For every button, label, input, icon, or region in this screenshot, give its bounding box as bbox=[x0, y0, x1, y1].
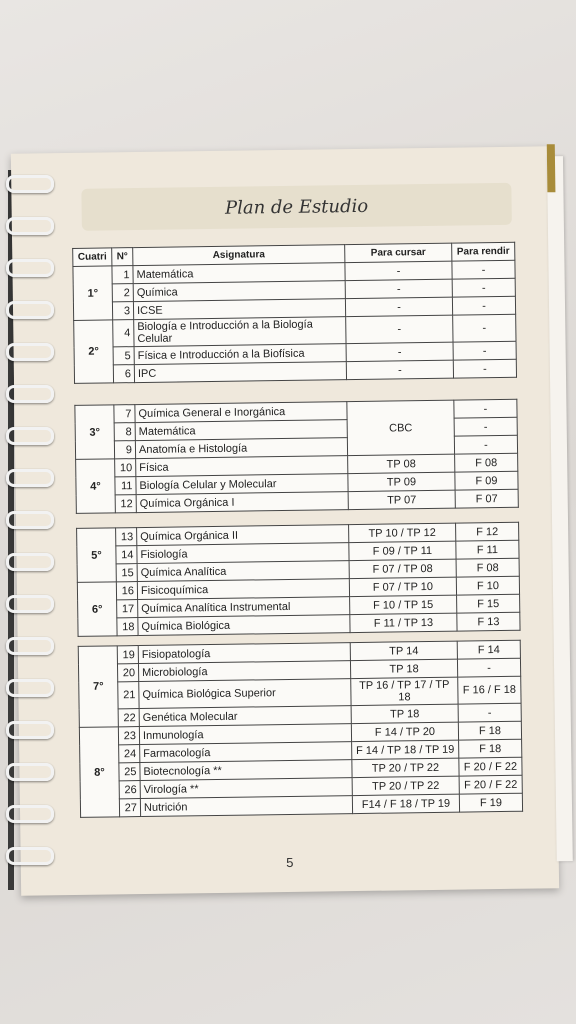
number-cell: 1 bbox=[112, 266, 133, 284]
cursar-cell: TP 18 bbox=[351, 704, 458, 723]
rendir-cell: - bbox=[458, 703, 521, 722]
number-cell: 26 bbox=[119, 781, 140, 799]
number-cell: 19 bbox=[117, 646, 138, 664]
cursar-cell: TP 18 bbox=[350, 659, 457, 678]
spiral-coil bbox=[6, 847, 54, 865]
cursar-cell: - bbox=[345, 297, 452, 316]
subject-cell: Virología ** bbox=[140, 778, 352, 799]
subject-cell: Inmunología bbox=[139, 724, 351, 745]
subject-cell: Física bbox=[136, 456, 348, 477]
spiral-coil bbox=[6, 469, 54, 487]
rendir-cell: F 13 bbox=[457, 612, 520, 631]
number-cell: 27 bbox=[119, 799, 140, 817]
cursar-cell: TP 16 / TP 17 / TP 18 bbox=[351, 677, 458, 705]
cursar-cell: F 10 / TP 15 bbox=[350, 595, 457, 614]
cursar-cell: - bbox=[345, 261, 452, 280]
cursar-cell: TP 10 / TP 12 bbox=[349, 523, 456, 542]
rendir-cell: F 20 / F 22 bbox=[459, 775, 522, 794]
subject-cell: Anatomía e Histología bbox=[135, 438, 347, 459]
rendir-cell: - bbox=[454, 435, 517, 454]
cursar-cell: - bbox=[346, 315, 453, 343]
subject-cell: Química Biológica Superior bbox=[139, 679, 351, 709]
rendir-cell: F 12 bbox=[456, 522, 519, 541]
subject-cell: Química Analítica bbox=[137, 561, 349, 582]
cursar-cell: TP 14 bbox=[350, 641, 457, 660]
rendir-cell: - bbox=[453, 341, 516, 360]
number-cell: 20 bbox=[117, 664, 138, 682]
rendir-cell: - bbox=[452, 260, 515, 279]
subject-cell: Biología e Introducción a la Biología Celular bbox=[134, 317, 346, 347]
rendir-cell: - bbox=[454, 399, 517, 418]
study-plan-table-block-2 bbox=[74, 399, 518, 514]
rendir-cell: - bbox=[452, 278, 515, 297]
spiral-coil bbox=[6, 343, 54, 361]
number-cell: 9 bbox=[114, 441, 135, 459]
rendir-cell: F 16 / F 18 bbox=[458, 676, 521, 704]
cuatri-cell: 8° bbox=[79, 727, 119, 818]
rendir-cell: F 19 bbox=[459, 793, 522, 812]
study-plan-table-block-3 bbox=[76, 522, 520, 637]
cuatri-cell: 2° bbox=[74, 320, 114, 384]
notebook-page bbox=[11, 146, 559, 895]
spiral-coil bbox=[6, 511, 54, 529]
number-cell: 6 bbox=[113, 365, 134, 383]
cursar-cell: F 14 / TP 20 bbox=[351, 722, 458, 741]
spiral-binding bbox=[0, 175, 50, 895]
rendir-cell: F 20 / F 22 bbox=[459, 757, 522, 776]
number-cell: 25 bbox=[119, 763, 140, 781]
cuatri-cell: 4° bbox=[76, 459, 116, 514]
subject-cell: Física e Introducción a la Biofísica bbox=[134, 344, 346, 365]
subject-cell: Química bbox=[133, 281, 345, 302]
spiral-coil bbox=[6, 301, 54, 319]
spiral-coil bbox=[6, 595, 54, 613]
subject-cell: Microbiología bbox=[138, 661, 350, 682]
rendir-cell: F 08 bbox=[456, 558, 519, 577]
number-cell: 4 bbox=[113, 320, 134, 347]
number-cell: 16 bbox=[116, 582, 137, 600]
subject-cell: Química Orgánica II bbox=[137, 525, 349, 546]
cuatri-cell: 5° bbox=[77, 528, 117, 583]
subject-cell: Fisiopatología bbox=[138, 643, 350, 664]
rendir-cell: F 14 bbox=[457, 640, 520, 659]
number-cell: 17 bbox=[117, 600, 138, 618]
rendir-cell: F 15 bbox=[457, 594, 520, 613]
number-cell: 11 bbox=[115, 477, 136, 495]
bookmark-ribbon bbox=[547, 144, 556, 192]
subject-cell: Fisiología bbox=[137, 543, 349, 564]
subject-cell: Fisicoquímica bbox=[137, 579, 349, 600]
subject-cell: Química Analítica Instrumental bbox=[138, 597, 350, 618]
rendir-cell: F 10 bbox=[456, 576, 519, 595]
cursar-cell: F 14 / TP 18 / TP 19 bbox=[352, 740, 459, 759]
cursar-cell: - bbox=[346, 360, 453, 379]
number-cell: 22 bbox=[118, 709, 139, 727]
study-plan-table-block-4 bbox=[78, 640, 523, 818]
subject-cell: Biotecnología ** bbox=[140, 760, 352, 781]
rendir-cell: - bbox=[453, 314, 516, 342]
subject-cell: Farmacología bbox=[140, 742, 352, 763]
rendir-cell: F 09 bbox=[455, 471, 518, 490]
subject-cell: Matemática bbox=[135, 420, 347, 441]
rendir-cell: F 18 bbox=[458, 721, 521, 740]
rendir-cell: - bbox=[452, 296, 515, 315]
spiral-coil bbox=[6, 763, 54, 781]
spiral-coil bbox=[6, 805, 54, 823]
header-cuatri: Cuatri bbox=[73, 248, 112, 267]
spiral-coil bbox=[6, 217, 54, 235]
page-title: Plan de Estudio bbox=[224, 195, 369, 219]
number-cell: 18 bbox=[117, 618, 138, 636]
cursar-cell: F 11 / TP 13 bbox=[350, 613, 457, 632]
subject-cell: Genética Molecular bbox=[139, 706, 351, 727]
subject-cell: Química Orgánica I bbox=[136, 492, 348, 513]
subject-cell: IPC bbox=[134, 362, 346, 383]
title-banner bbox=[81, 183, 512, 231]
spiral-coil bbox=[6, 553, 54, 571]
spiral-coil bbox=[6, 721, 54, 739]
number-cell: 2 bbox=[112, 284, 133, 302]
rendir-cell: - bbox=[453, 359, 516, 378]
cuatri-cell: 6° bbox=[77, 582, 117, 637]
cuatri-cell: 7° bbox=[78, 646, 118, 728]
spiral-coil bbox=[6, 385, 54, 403]
rendir-cell: F 18 bbox=[459, 739, 522, 758]
header-para-rendir: Para rendir bbox=[452, 242, 515, 261]
study-plan-table-block-1 bbox=[72, 242, 517, 384]
rendir-cell: F 11 bbox=[456, 540, 519, 559]
cursar-cell: F14 / F 18 / TP 19 bbox=[352, 794, 459, 813]
number-cell: 24 bbox=[119, 745, 140, 763]
number-cell: 15 bbox=[116, 564, 137, 582]
cursar-cell: - bbox=[345, 279, 452, 298]
cursar-cell: CBC bbox=[347, 400, 455, 455]
number-cell: 3 bbox=[112, 302, 133, 320]
subject-cell: Química General e Inorgánica bbox=[135, 402, 347, 423]
number-cell: 13 bbox=[116, 528, 137, 546]
subject-cell: Química Biológica bbox=[138, 615, 350, 636]
cuatri-cell: 1° bbox=[73, 266, 113, 321]
number-cell: 10 bbox=[115, 459, 136, 477]
header-subject: Asignatura bbox=[133, 245, 345, 266]
cursar-cell: TP 20 / TP 22 bbox=[352, 758, 459, 777]
header-number: N° bbox=[112, 248, 133, 266]
cursar-cell: TP 08 bbox=[348, 454, 455, 473]
cursar-cell: TP 09 bbox=[348, 472, 455, 491]
subject-cell: Biología Celular y Molecular bbox=[136, 474, 348, 495]
number-cell: 8 bbox=[114, 423, 135, 441]
cuatri-cell: 3° bbox=[75, 405, 115, 460]
page-number: 5 bbox=[286, 854, 294, 871]
spiral-coil bbox=[6, 427, 54, 445]
spiral-coil bbox=[6, 175, 54, 193]
number-cell: 23 bbox=[118, 727, 139, 745]
subject-cell: Matemática bbox=[133, 263, 345, 284]
spiral-coil bbox=[6, 637, 54, 655]
cursar-cell: F 09 / TP 11 bbox=[349, 541, 456, 560]
header-para-cursar: Para cursar bbox=[345, 243, 452, 262]
number-cell: 21 bbox=[118, 682, 139, 709]
number-cell: 14 bbox=[116, 546, 137, 564]
cursar-cell: F 07 / TP 10 bbox=[349, 577, 456, 596]
spiral-coil bbox=[6, 679, 54, 697]
cursar-cell: TP 07 bbox=[348, 490, 455, 509]
number-cell: 7 bbox=[114, 405, 135, 423]
rendir-cell: - bbox=[457, 658, 520, 677]
number-cell: 5 bbox=[113, 347, 134, 365]
spiral-coil bbox=[6, 259, 54, 277]
cursar-cell: TP 20 / TP 22 bbox=[352, 776, 459, 795]
rendir-cell: F 07 bbox=[455, 489, 518, 508]
subject-cell: ICSE bbox=[133, 299, 345, 320]
rendir-cell: - bbox=[454, 417, 517, 436]
cursar-cell: - bbox=[346, 342, 453, 361]
number-cell: 12 bbox=[115, 495, 136, 513]
subject-cell: Nutrición bbox=[140, 796, 352, 817]
cursar-cell: F 07 / TP 08 bbox=[349, 559, 456, 578]
page-stack-edge bbox=[547, 156, 573, 861]
rendir-cell: F 08 bbox=[455, 453, 518, 472]
